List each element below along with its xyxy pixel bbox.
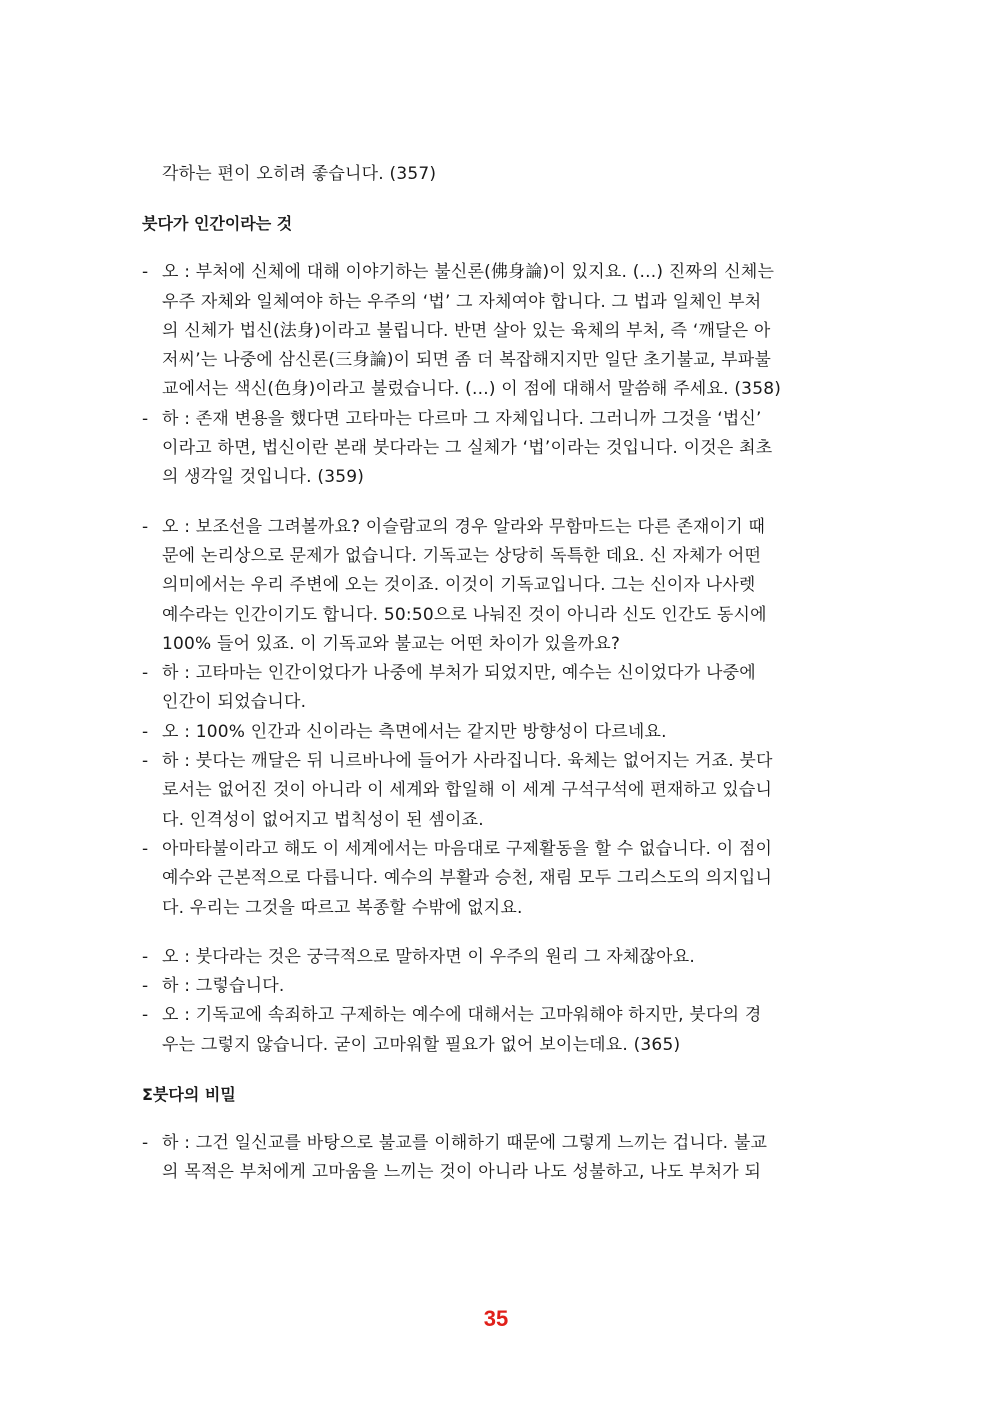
list-dash: -	[142, 1005, 149, 1026]
indent	[142, 894, 162, 923]
line-text: 하 : 그렇습니다.	[162, 976, 285, 997]
text-line	[142, 434, 852, 463]
list-dash: -	[142, 262, 149, 283]
text-line	[142, 972, 852, 1001]
line-text: 인간이 되었습니다.	[162, 692, 307, 713]
indent	[142, 346, 162, 375]
text-line	[142, 688, 852, 717]
indent	[142, 688, 162, 717]
list-dash: -	[142, 751, 149, 772]
line-text: 하 : 존재 변용을 했다면 고타마는 다르마 그 자체입니다. 그러니까 그것을 ‘법신’	[162, 408, 762, 429]
line-text: 하 : 그건 일신교를 바탕으로 불교를 이해하기 때문에 그렇게 느끼는 겁니다. 불교	[162, 1133, 768, 1154]
line-text: 교에서는 색신(色身)이라고 불렀습니다. (...) 이 점에 대해서 말씀해 주세요. (358)	[162, 379, 782, 400]
intro-line: 각하는 편이 오히려 좋습니다. (357)	[162, 164, 437, 184]
text-line	[142, 405, 852, 434]
section-heading-buddha-human: 붓다가 인간이라는 것	[142, 214, 293, 234]
line-text: 예수라는 인간이기도 합니다. 50:50으로 나눠진 것이 아니라 신도 인간도 동시에	[162, 604, 767, 625]
indent	[142, 776, 162, 805]
text-line	[142, 463, 852, 492]
list-dash: -	[142, 946, 149, 967]
text-line	[142, 1001, 852, 1030]
dialogue-block-2	[142, 513, 852, 923]
line-text: 우주 자체와 일체여야 하는 우주의 ‘법’ 그 자체여야 합니다. 그 법과 일체인 부처	[162, 291, 762, 312]
dialogue-block-4	[142, 1129, 852, 1188]
dialogue-block-3	[142, 943, 852, 1060]
text-line	[142, 571, 852, 600]
line-text: 의 생각일 것입니다. (359)	[162, 467, 365, 488]
indent	[142, 864, 162, 893]
indent	[142, 434, 162, 463]
indent	[142, 288, 162, 317]
indent	[142, 806, 162, 835]
text-line	[142, 1158, 852, 1187]
list-dash: -	[142, 721, 149, 742]
text-line	[142, 513, 852, 542]
line-text: 우는 그렇지 않습니다. 굳이 고마워할 필요가 없어 보이는데요. (365)	[162, 1034, 681, 1055]
list-dash: -	[142, 1133, 149, 1154]
list-dash: -	[142, 516, 149, 537]
text-line	[142, 630, 852, 659]
page-number: 35	[483, 1306, 509, 1331]
line-text: 예수와 근본적으로 다릅니다. 예수의 부활과 승천, 재림 모두 그리스도의 의지입니	[162, 868, 773, 889]
text-line	[142, 542, 852, 571]
line-text: 오 : 붓다라는 것은 궁극적으로 말하자면 이 우주의 원리 그 자체잖아요.	[162, 946, 695, 967]
indent	[142, 375, 162, 404]
line-text: 하 : 붓다는 깨달은 뒤 니르바나에 들어가 사라집니다. 육체는 없어지는 거죠. 붓다	[162, 751, 773, 772]
line-text: 의 신체가 법신(法身)이라고 불립니다. 반면 살아 있는 육체의 부처, 즉 ‘깨달은 아	[162, 320, 771, 341]
line-text: 하 : 고타마는 인간이었다가 나중에 부처가 되었지만, 예수는 신이었다가 나중에	[162, 663, 756, 684]
line-text: 오 : 부처에 신체에 대해 이야기하는 불신론(佛身論)이 있지요. (...) 진짜의 신체는	[162, 262, 775, 283]
indent	[142, 463, 162, 492]
text-line	[142, 1031, 852, 1060]
line-text: 오 : 100% 인간과 신이라는 측면에서는 같지만 방향성이 다르네요.	[162, 721, 667, 742]
text-line	[142, 835, 852, 864]
list-dash: -	[142, 408, 149, 429]
section-heading-buddha-secret: Σ붓다의 비밀	[142, 1085, 236, 1105]
dialogue-block-1	[142, 258, 852, 492]
indent	[142, 1031, 162, 1060]
text-line	[142, 747, 852, 776]
text-line	[142, 943, 852, 972]
line-text: 아마타불이라고 해도 이 세계에서는 마음대로 구제활동을 할 수 없습니다. 이 점이	[162, 838, 773, 859]
line-text: 저씨’는 나중에 삼신론(三身論)이 되면 좀 더 복잡해지지만 일단 초기불교, 부파불	[162, 350, 771, 371]
line-text: 오 : 보조선을 그려볼까요? 이슬람교의 경우 알라와 무함마드는 다른 존재이기 때	[162, 516, 766, 537]
indent	[142, 317, 162, 346]
text-line	[142, 718, 852, 747]
text-line	[142, 806, 852, 835]
line-text: 로서는 없어진 것이 아니라 이 세계와 합일해 이 세계 구석구석에 편재하고 있습니	[162, 780, 773, 801]
text-line	[142, 864, 852, 893]
list-dash: -	[142, 976, 149, 997]
line-text: 문에 논리상으로 문제가 없습니다. 기독교는 상당히 독특한 데요. 신 자체가 어떤	[162, 545, 762, 566]
text-line	[142, 601, 852, 630]
line-text: 100% 들어 있죠. 이 기독교와 불교는 어떤 차이가 있을까요?	[162, 633, 621, 654]
text-line	[142, 317, 852, 346]
text-line	[142, 659, 852, 688]
indent	[142, 601, 162, 630]
line-text: 의 목적은 부처에게 고마움을 느끼는 것이 아니라 나도 성불하고, 나도 부처가 되	[162, 1162, 762, 1183]
text-line	[142, 1129, 852, 1158]
text-line	[142, 375, 852, 404]
text-line	[142, 776, 852, 805]
indent	[142, 571, 162, 600]
indent	[142, 542, 162, 571]
line-text: 의미에서는 우리 주변에 오는 것이죠. 이것이 기독교입니다. 그는 신이자 나사렛	[162, 575, 756, 596]
line-text: 오 : 기독교에 속죄하고 구제하는 예수에 대해서는 고마워해야 하지만, 붓다의 경	[162, 1005, 762, 1026]
line-text: 다. 우리는 그것을 따르고 복종할 수밖에 없지요.	[162, 897, 523, 918]
indent	[142, 630, 162, 659]
text-line	[142, 288, 852, 317]
indent	[142, 1158, 162, 1187]
text-line	[142, 258, 852, 287]
text-line	[142, 894, 852, 923]
list-dash: -	[142, 663, 149, 684]
line-text: 다. 인격성이 없어지고 법칙성이 된 셈이죠.	[162, 809, 484, 830]
text-line	[142, 346, 852, 375]
line-text: 이라고 하면, 법신이란 본래 붓다라는 그 실체가 ‘법’이라는 것입니다. 이것은 최초	[162, 438, 773, 459]
page-content	[142, 160, 852, 1188]
list-dash: -	[142, 838, 149, 859]
